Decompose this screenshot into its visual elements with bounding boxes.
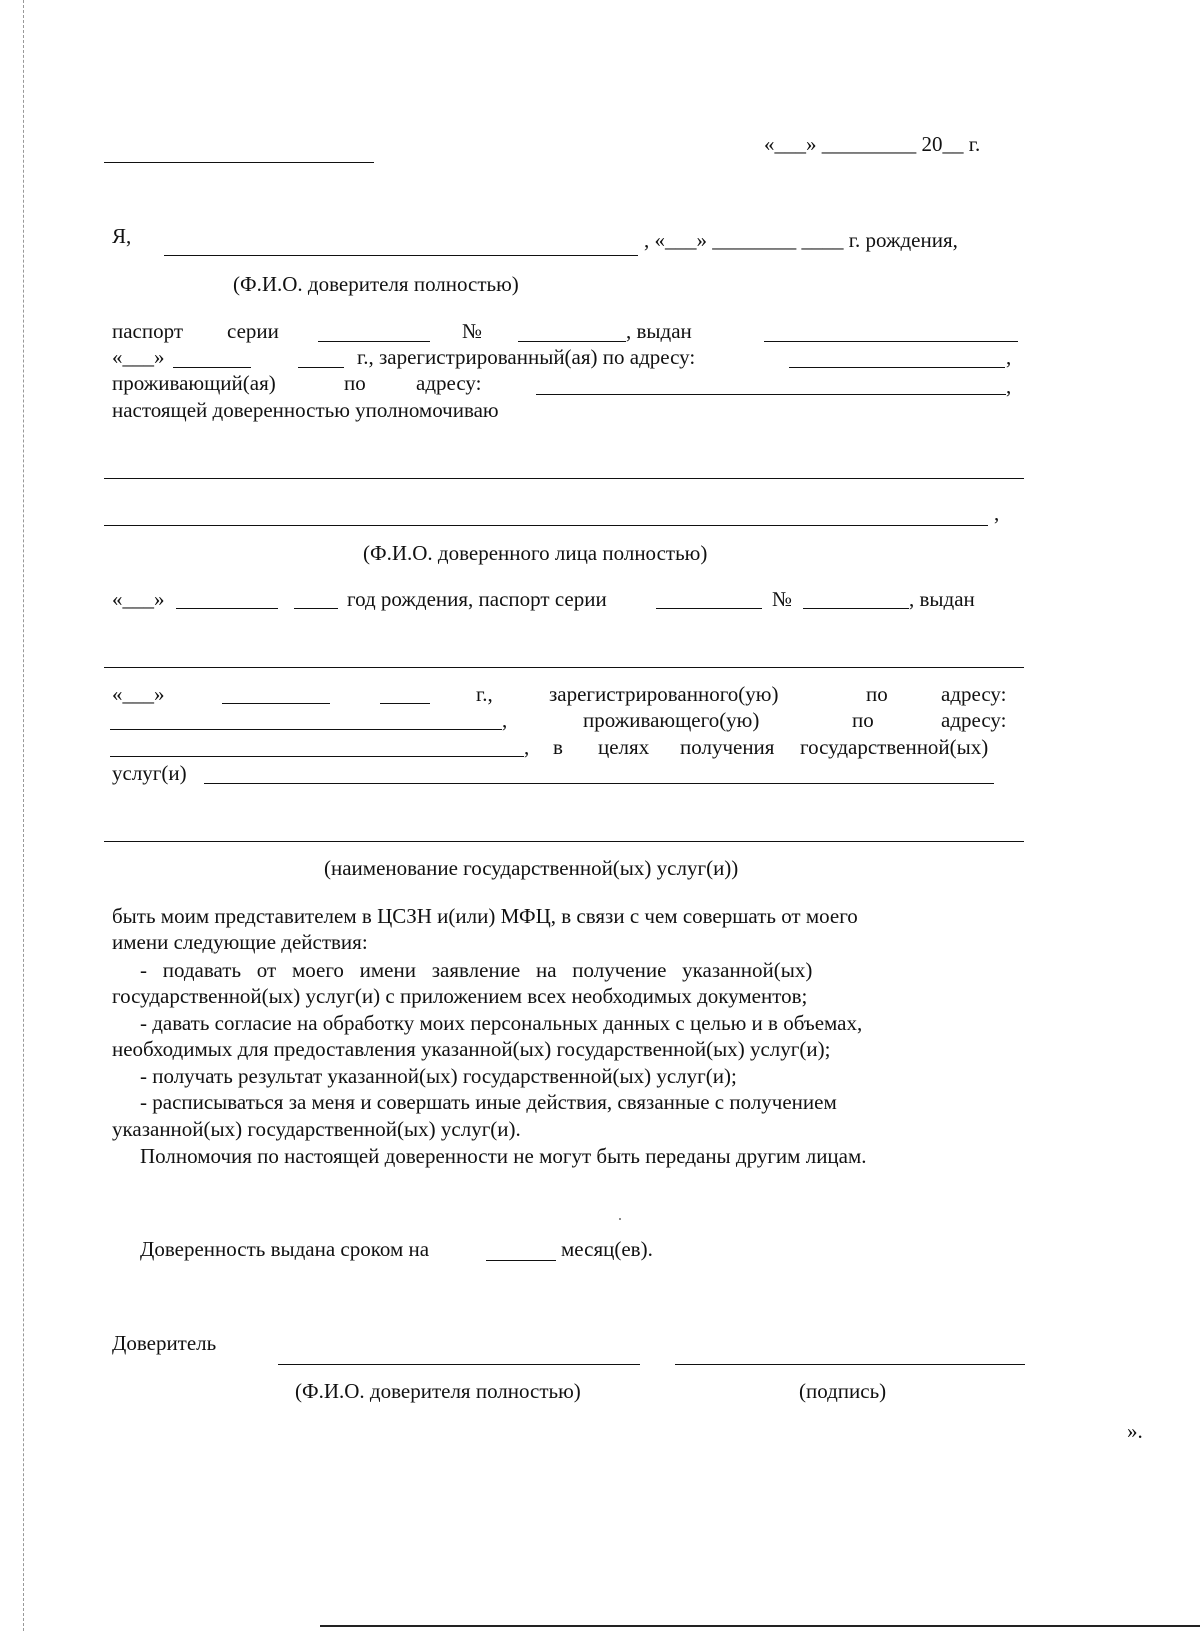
principal-birth-date: , «___» ________ ____ г. рождения,	[644, 228, 958, 252]
power-item-3: - получать результат указанной(ых) государственной(ых) услуг(и);	[140, 1064, 737, 1088]
date-line: «___» _________ 20__ г.	[764, 132, 981, 156]
term-suffix: месяц(ев).	[561, 1237, 653, 1261]
address-label: адресу:	[941, 682, 1007, 706]
number-sign: №	[462, 319, 483, 343]
power-item-1: - подавать от моего имени заявление на получение указанной(ых)	[140, 958, 813, 982]
g-label: г.,	[476, 682, 493, 706]
trustee-issued-by-line[interactable]	[104, 667, 1024, 668]
comma: ,	[994, 501, 1000, 525]
term-prefix: Доверенность выдана сроком на	[140, 1237, 430, 1261]
services-line-1[interactable]	[204, 783, 994, 784]
power-item-4: - расписываться за меня и совершать иные действия, связанные с получением	[140, 1090, 837, 1114]
authorize-text: настоящей доверенностью уполномочиваю	[112, 398, 499, 422]
trustee-birth-year-line[interactable]	[294, 608, 338, 609]
series-label: серии	[227, 319, 279, 343]
registry-number-line[interactable]	[104, 162, 374, 163]
passport-label: паспорт	[112, 319, 184, 343]
comma: ,	[1006, 345, 1012, 369]
signature-line[interactable]	[675, 1364, 1025, 1365]
trustee-birth-date: «___»	[112, 587, 165, 611]
ya-label: Я,	[112, 224, 132, 248]
registered-label: г., зарегистрированный(ая) по адресу:	[357, 345, 696, 369]
trustee-registration-address-line[interactable]	[110, 729, 502, 730]
trustee-fio-line-1[interactable]	[104, 478, 1024, 479]
principal-series-line[interactable]	[318, 341, 430, 342]
trustee-series-line[interactable]	[656, 608, 762, 609]
principal-passport-number-line[interactable]	[518, 341, 626, 342]
trustee-fio-caption: (Ф.И.О. доверенного лица полностью)	[363, 541, 708, 565]
scan-bottom-edge	[320, 1625, 1200, 1627]
issued-date-month-line[interactable]	[173, 367, 251, 368]
po-label: по	[344, 371, 366, 395]
living-label: проживающего(ую)	[583, 708, 760, 732]
address-label: адресу:	[941, 708, 1007, 732]
registered-label: зарегистрированного(ую)	[549, 682, 779, 706]
trustee-issued-month-line[interactable]	[222, 703, 330, 704]
issued-label: , выдан	[909, 587, 975, 611]
principal-issued-by-line[interactable]	[764, 341, 1018, 342]
signature-caption: (подпись)	[799, 1379, 887, 1403]
power-item-4-cont: указанной(ых) государственной(ых) услуг(и).	[112, 1117, 521, 1141]
po-label: по	[866, 682, 888, 706]
principal-residence-address-line[interactable]	[536, 394, 1006, 395]
signature-fio-caption: (Ф.И.О. доверителя полностью)	[295, 1379, 581, 1403]
comma: ,	[502, 708, 508, 732]
purpose-word: целях	[598, 735, 650, 759]
signature-fio-line[interactable]	[278, 1364, 640, 1365]
issued-date-year-line[interactable]	[298, 367, 344, 368]
no-transfer-clause: Полномочия по настоящей доверенности не могут быть переданы другим лицам.	[140, 1144, 867, 1168]
trustee-issued-year-line[interactable]	[380, 703, 430, 704]
purpose-word: получения	[680, 735, 775, 759]
purpose-word: в	[553, 735, 563, 759]
trustee-issued-date: «___»	[112, 682, 165, 706]
po-label: по	[852, 708, 874, 732]
services-line-2[interactable]	[104, 841, 1024, 842]
issued-date: «___»	[112, 345, 165, 369]
principal-fio-line[interactable]	[164, 255, 638, 256]
principal-registration-address-line[interactable]	[789, 367, 1005, 368]
number-sign: №	[772, 587, 793, 611]
comma: ,	[1006, 374, 1012, 398]
issued-label: , выдан	[626, 319, 692, 343]
powers-line: имени следующие действия:	[112, 930, 368, 954]
principal-fio-caption: (Ф.И.О. доверителя полностью)	[233, 272, 519, 296]
scan-left-edge	[23, 0, 24, 1631]
address-label: адресу:	[416, 371, 482, 395]
trustee-passport-number-line[interactable]	[803, 608, 909, 609]
services-label: услуг(и)	[112, 761, 187, 785]
purpose-word: государственной(ых)	[800, 735, 989, 759]
trustee-birth-month-line[interactable]	[176, 608, 278, 609]
scan-speck	[619, 1218, 621, 1220]
closing-quote: ».	[1127, 1419, 1143, 1443]
power-item-2: - давать согласие на обработку моих персональных данных с целью и в объемах,	[140, 1011, 863, 1035]
principal-signature-label: Доверитель	[112, 1331, 217, 1355]
birth-passport-label: год рождения, паспорт серии	[347, 587, 607, 611]
powers-line: быть моим представителем в ЦСЗН и(или) МФЦ, в связи с чем совершать от моего	[112, 904, 858, 928]
term-months-line[interactable]	[486, 1260, 556, 1261]
power-item-2-cont: необходимых для предоставления указанной(ых) государственной(ых) услуг(и);	[112, 1037, 831, 1061]
trustee-residence-address-line[interactable]	[110, 756, 524, 757]
power-item-1-cont: государственной(ых) услуг(и) с приложением всех необходимых документов;	[112, 984, 808, 1008]
living-label: проживающий(ая)	[112, 371, 276, 395]
services-caption: (наименование государственной(ых) услуг(и))	[324, 856, 739, 880]
trustee-fio-line-2[interactable]	[104, 525, 988, 526]
comma: ,	[524, 735, 530, 759]
